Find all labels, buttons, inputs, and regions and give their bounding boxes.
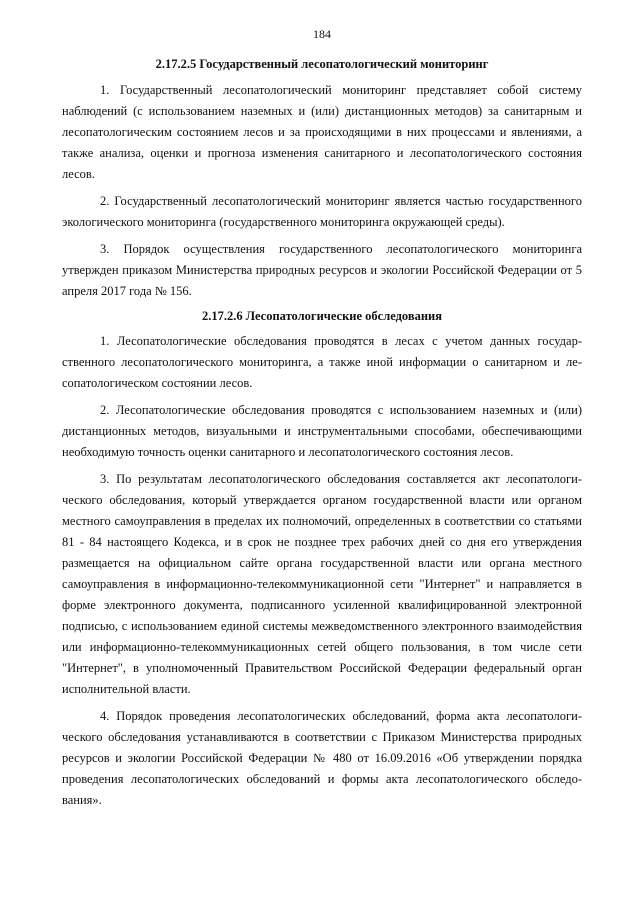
paragraph: 3. Порядок осуществления государственного лесопатологического мониторинга утвержден приказом Министерства природных ресурсов и экологии Российской Федерации от 5 апреля 2017 года № 156. bbox=[62, 242, 582, 298]
paragraph: 1. Лесопатологические обследования проводятся в лесах с учетом данных государственного лесопатологического мониторинга, а также иной информации о санитарном и лесопатологическом состоянии лесов. bbox=[62, 334, 582, 390]
paragraph: 1. Государственный лесопатологический мониторинг представляет собой систему наблюдений (с использованием наземных и (или) дистанционных методов) за санитарным и лесопатологическим состоянием лесов и за происходящими в них процессами и явлениями, а также анализа, оценки и прогноза изменения санитарного и лесопатологического состояния лесов. bbox=[62, 83, 582, 181]
paragraph: 2. Лесопатологические обследования проводятся с использованием наземных и (или) дистанционных методов, визуальными и инструментальными способами, обеспечивающими необходимую точность оценки санитарного и лесопатологического состояния лесов. bbox=[62, 403, 582, 459]
page-number: 184 bbox=[313, 27, 331, 41]
section-heading-surveys: 2.17.2.6 Лесопатологические обследования bbox=[201, 309, 443, 323]
paragraph: 2. Государственный лесопатологический мониторинг является частью государственного экологического мониторинга (государственного мониторинга окружающей среды). bbox=[62, 194, 582, 229]
paragraph: 4. Порядок проведения лесопатологических обследований, форма акта лесопатологического обследования устанавливаются в соответствии с Приказом Министерства природных ресурсов и экологии Российской Федерации № 480 от 16.09.2016 «Об утверждении порядка проведения лесопатологических обследований и формы акта лесопатологического обследования». bbox=[62, 709, 582, 807]
section-heading-monitoring: 2.17.2.5 Государственный лесопатологический мониторинг bbox=[155, 57, 489, 71]
paragraph: 3. По результатам лесопатологического обследования составляется акт лесопатологического обследования, который утверждается органом государственной власти или органом местного самоуправления в пределах их полномочий, определенных в соответствии со статьями 81 - 84 настоящего Кодекса, и в срок не позднее трех рабочих дней со дня его утверждения размещается на официальном сайте органа государственной власти или органа местного самоуправления в информационно-телекоммуникационной сети "Интернет" и направляется в форме электронного документа, подписанного усиленной квалифицированной электронной подписью, с использованием единой системы межведомственного электронного взаимодействия или информационно-телекоммуникационных сетей общего пользования, в том числе сети "Интернет", в уполномоченный Правительством Российской Федерации федеральный орган исполнительной власти. bbox=[62, 472, 582, 696]
